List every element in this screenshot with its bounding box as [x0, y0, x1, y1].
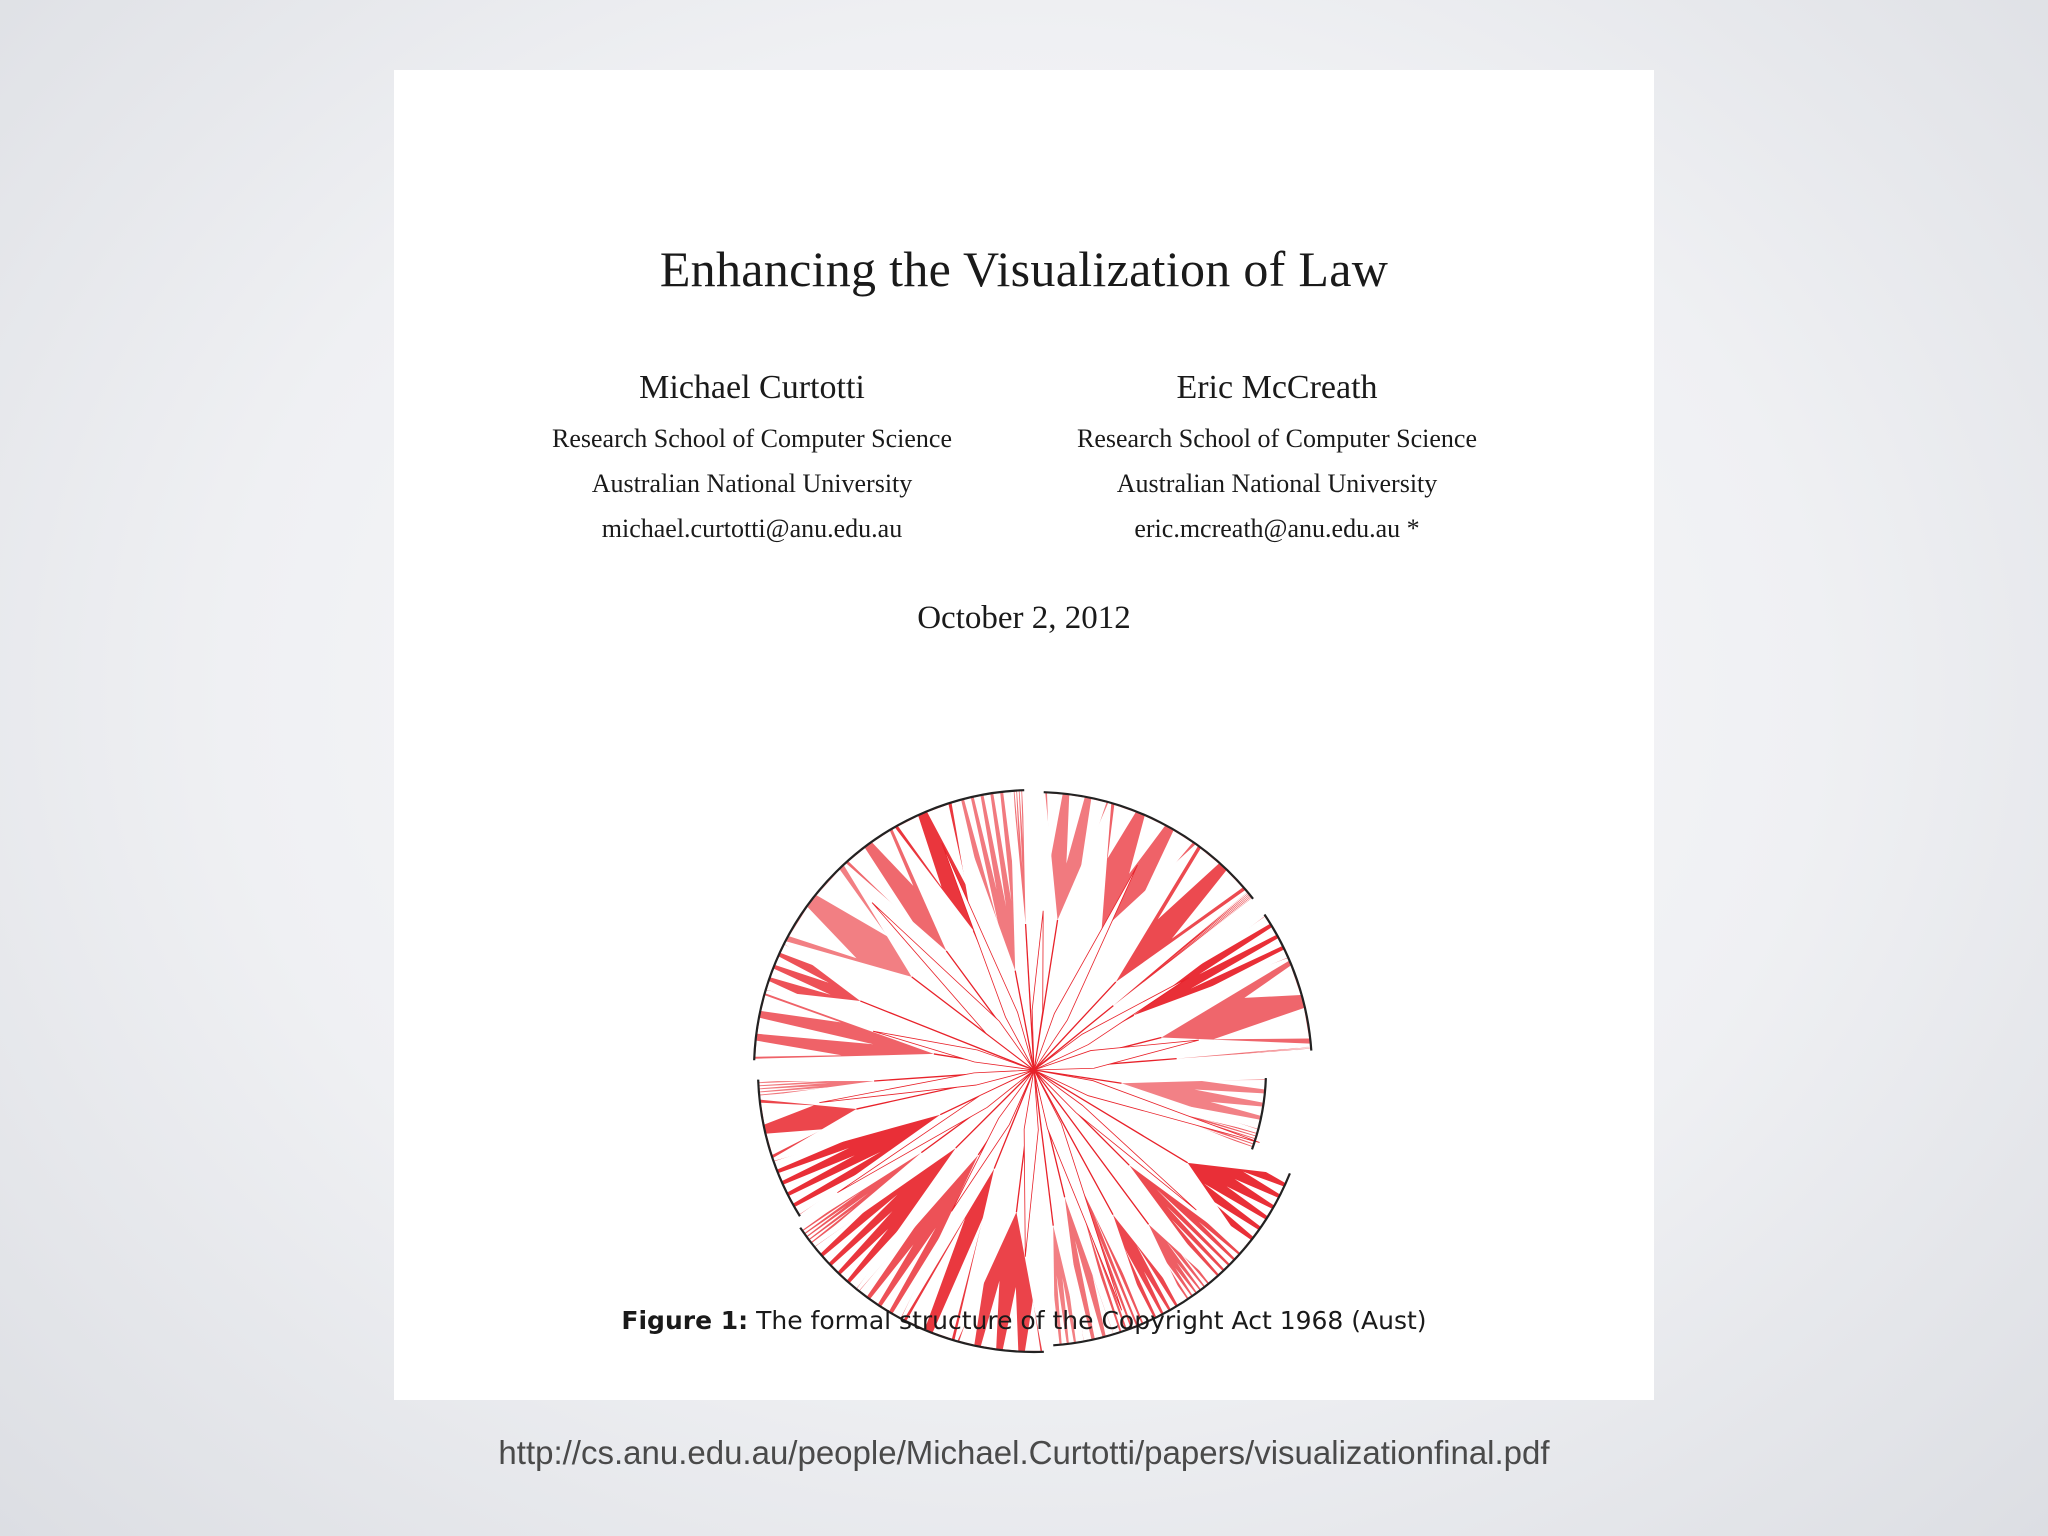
- paper-title: Enhancing the Visualization of Law: [659, 241, 1389, 297]
- author-email: eric.mcreath@anu.edu.au *: [1134, 514, 1420, 543]
- author-affiliation: Research School of Computer Science: [1077, 424, 1477, 453]
- tree-star: [1032, 911, 1043, 1070]
- author-block-2: [1007, 370, 1547, 551]
- figure-caption: [394, 1306, 1654, 1335]
- radial-tree-figure: [742, 718, 1322, 1358]
- author-affiliation: Research School of Computer Science: [552, 424, 952, 453]
- author-name: Eric McCreath: [1176, 369, 1378, 406]
- author-institution: Australian National University: [591, 469, 913, 498]
- author-block-1: [482, 370, 1022, 551]
- figure-label: Figure 1:: [621, 1306, 749, 1335]
- author-email: michael.curtotti@anu.edu.au: [601, 514, 903, 543]
- tree-star: [1024, 1070, 1038, 1257]
- paper-date: October 2, 2012: [917, 600, 1131, 636]
- source-url[interactable]: http://cs.anu.edu.au/people/Michael.Curtotti/papers/visualizationfinal.pdf: [498, 1434, 1550, 1471]
- author-institution: Australian National University: [1116, 469, 1438, 498]
- figure-caption-text: The formal structure of the Copyright Act 1968 (Aust): [756, 1306, 1427, 1335]
- paper-page: [394, 70, 1654, 1400]
- author-name: Michael Curtotti: [639, 369, 865, 406]
